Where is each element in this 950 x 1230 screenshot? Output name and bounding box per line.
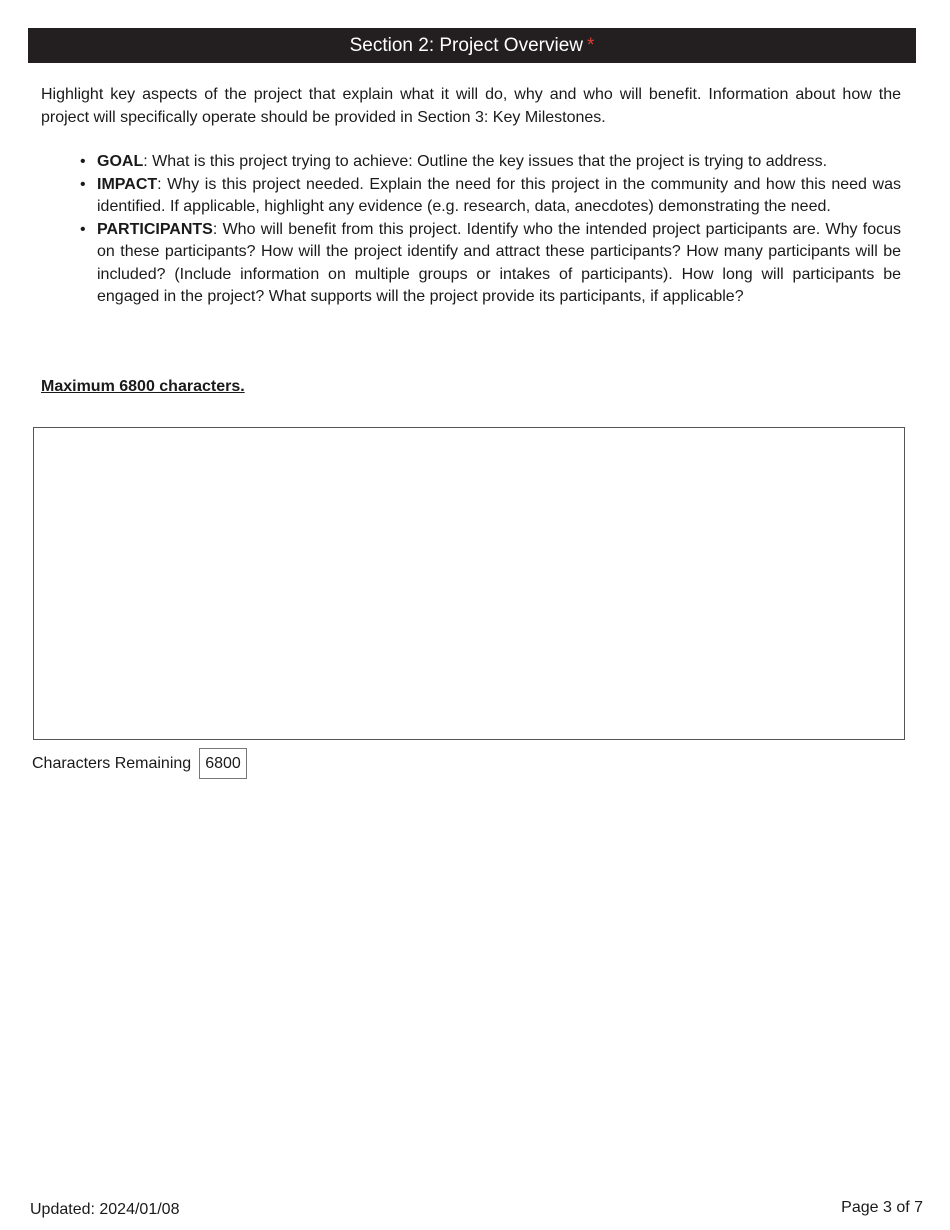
list-item-term: PARTICIPANTS bbox=[97, 220, 213, 238]
section-title: Section 2: Project Overview bbox=[349, 35, 583, 56]
list-item-text: : What is this project trying to achieve: Outline the key issues that the project is trying to address. bbox=[143, 153, 828, 170]
characters-remaining-row bbox=[32, 748, 247, 779]
list-item-text: : Why is this project needed. Explain the need for this project in the community and how this need was identified. If applicable, highlight any evidence (e.g. research, data, anecdotes) demonstrating the need. bbox=[97, 175, 901, 215]
project-overview-textarea[interactable] bbox=[33, 427, 905, 740]
characters-remaining-counter: 6800 bbox=[199, 748, 247, 779]
list-item-participants bbox=[80, 219, 901, 309]
page-number: Page 3 of 7 bbox=[841, 1199, 923, 1216]
max-characters-note: Maximum 6800 characters. bbox=[41, 378, 245, 395]
list-item-term: IMPACT bbox=[97, 175, 158, 193]
section-header bbox=[28, 28, 916, 63]
updated-date: Updated: 2024/01/08 bbox=[30, 1201, 180, 1218]
required-marker: * bbox=[586, 35, 595, 56]
bullet-icon: • bbox=[80, 153, 86, 170]
list-item-goal bbox=[80, 151, 901, 174]
characters-remaining-label: Characters Remaining bbox=[32, 754, 192, 772]
list-item-impact bbox=[80, 174, 901, 219]
intro-paragraph: Highlight key aspects of the project that explain what it will do, why and who will benefit. Information about how the project will specifically operate should be provided in Section 3: Key Milestones. bbox=[41, 86, 901, 126]
guidance-list bbox=[41, 151, 901, 309]
list-item-term: GOAL bbox=[97, 153, 144, 170]
bullet-icon: • bbox=[80, 220, 86, 238]
bullet-icon: • bbox=[80, 175, 86, 193]
list-item-text: : Who will benefit from this project. Identify who the intended project participants are. Why focus on these participants? How will the project identify and attract these participants? How many participants will be included? (Include information on multiple groups or intakes of participants). How long will participants be engaged in the project? What supports will the project provide its participants, if applicable? bbox=[97, 220, 901, 305]
